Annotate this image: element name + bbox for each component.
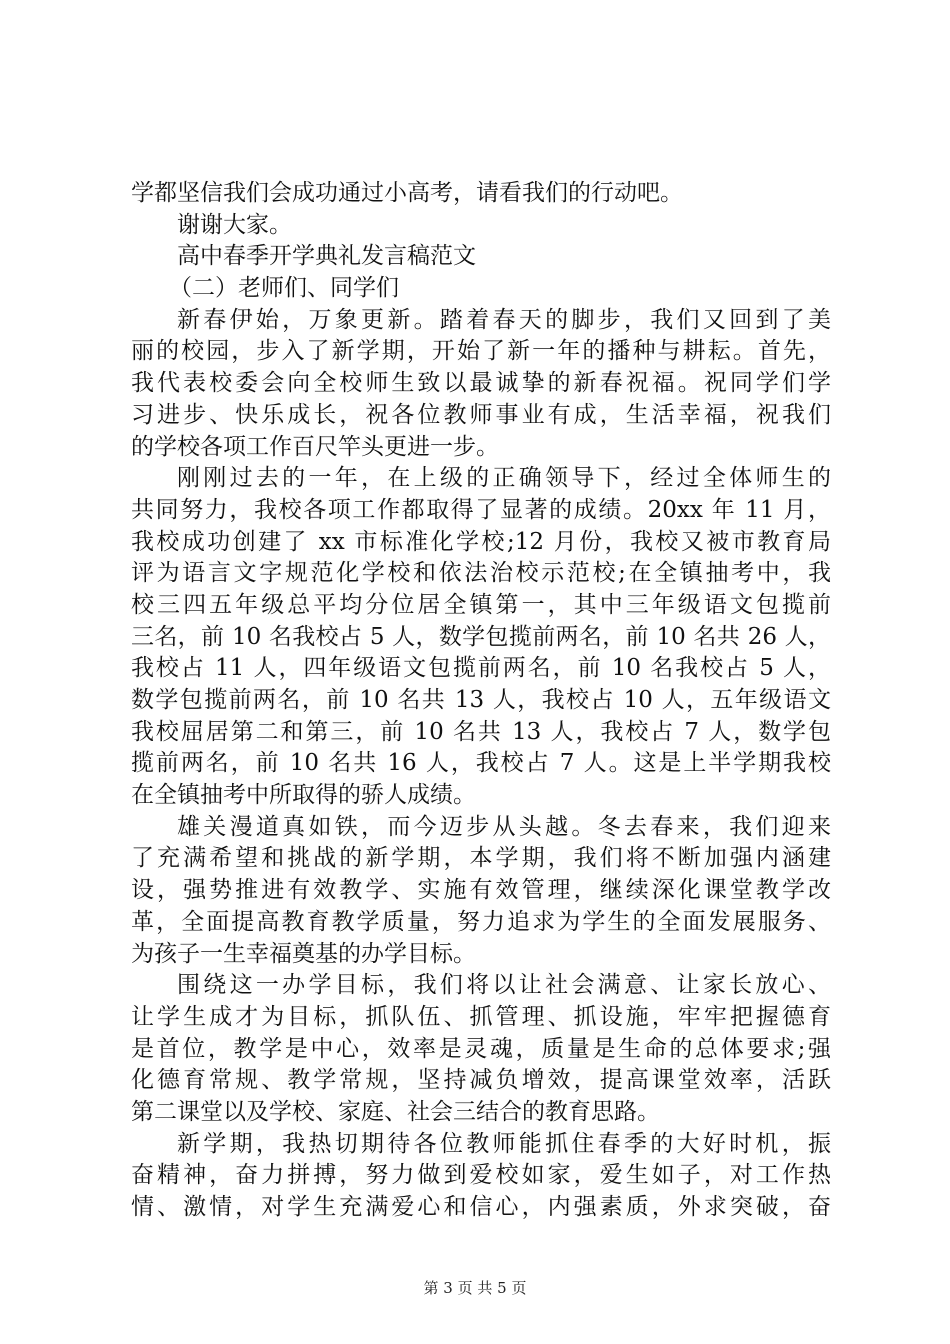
text-line: 革，全面提高教育教学质量，努力追求为学生的全面发展服务、 xyxy=(131,908,831,935)
text-line: 雄关漫道真如铁，而今迈步从头越。冬去春来，我们迎来 xyxy=(177,813,831,840)
text-line: 围绕这一办学目标，我们将以让社会满意、让家长放心、 xyxy=(177,972,831,999)
text-line: 我代表校委会向全校师生致以最诚挚的新春祝福。祝同学们学 xyxy=(131,370,831,397)
text-line: 我校成功创建了 xx 市标准化学校;12 月份，我校又被市教育局 xyxy=(131,528,831,555)
text-line: 揽前两名，前 10 名共 16 人，我校占 7 人。这是上半学期我校 xyxy=(131,750,831,777)
text-line: 化德育常规、教学常规，坚持减负增效，提高课堂效率，活跃 xyxy=(131,1067,831,1094)
text-line: 设，强势推进有效教学、实施有效管理，继续深化课堂教学改 xyxy=(131,877,831,904)
body-text xyxy=(131,178,831,1224)
text-line: 让学生成才为目标，抓队伍、抓管理、抓设施，牢牢把握德育 xyxy=(131,1003,831,1030)
text-line: 情、激情，对学生充满爱心和信心，内强素质，外求突破，奋 xyxy=(131,1194,831,1220)
text-line: 丽的校园，步入了新学期，开始了新一年的播种与耕耘。首先， xyxy=(131,338,831,365)
text-line: 的学校各项工作百尺竿头更进一步。 xyxy=(131,433,499,460)
text-line: 新学期，我热切期待各位教师能抓住春季的大好时机，振 xyxy=(177,1130,831,1157)
text-line: 我校屈居第二和第三，前 10 名共 13 人，我校占 7 人，数学包 xyxy=(131,718,831,745)
text-line: 第二课堂以及学校、家庭、社会三结合的教育思路。 xyxy=(131,1098,660,1125)
text-line: 数学包揽前两名，前 10 名共 13 人，我校占 10 人，五年级语文 xyxy=(131,687,831,713)
text-line: 校三四五年级总平均分位居全镇第一，其中三年级语文包揽前 xyxy=(131,591,831,618)
text-line: 在全镇抽考中所取得的骄人成绩。 xyxy=(131,782,476,809)
text-line: 我校占 11 人，四年级语文包揽前两名，前 10 名我校占 5 人， xyxy=(131,655,831,682)
text-line: 三名，前 10 名我校占 5 人，数学包揽前两名，前 10 名共 26 人， xyxy=(131,623,831,650)
text-line: 高中春季开学典礼发言稿范文 xyxy=(177,243,476,270)
text-line: 奋精神，奋力拼搏，努力做到爱校如家，爱生如子，对工作热 xyxy=(131,1162,831,1189)
text-line: 共同努力，我校各项工作都取得了显著的成绩。20xx 年 11 月， xyxy=(131,496,831,523)
text-line: （二）老师们、同学们 xyxy=(169,275,399,302)
text-line: 新春伊始，万象更新。踏着春天的脚步，我们又回到了美 xyxy=(177,306,831,333)
text-line: 学都坚信我们会成功通过小高考，请看我们的行动吧。 xyxy=(131,180,683,206)
text-line: 评为语言文字规范化学校和依法治校示范校;在全镇抽考中，我 xyxy=(131,560,831,587)
text-line: 了充满希望和挑战的新学期，本学期，我们将不断加强内涵建 xyxy=(131,845,831,872)
text-line: 习进步、快乐成长，祝各位教师事业有成，生活幸福，祝我们 xyxy=(131,401,831,428)
text-line: 为孩子一生幸福奠基的办学目标。 xyxy=(131,940,476,967)
page-footer: 第 3 页 共 5 页 xyxy=(423,1279,527,1297)
text-line: 是首位，教学是中心，效率是灵魂，质量是生命的总体要求;强 xyxy=(131,1035,831,1062)
text-line: 谢谢大家。 xyxy=(177,211,292,238)
text-line: 刚刚过去的一年，在上级的正确领导下，经过全体师生的 xyxy=(177,465,831,492)
